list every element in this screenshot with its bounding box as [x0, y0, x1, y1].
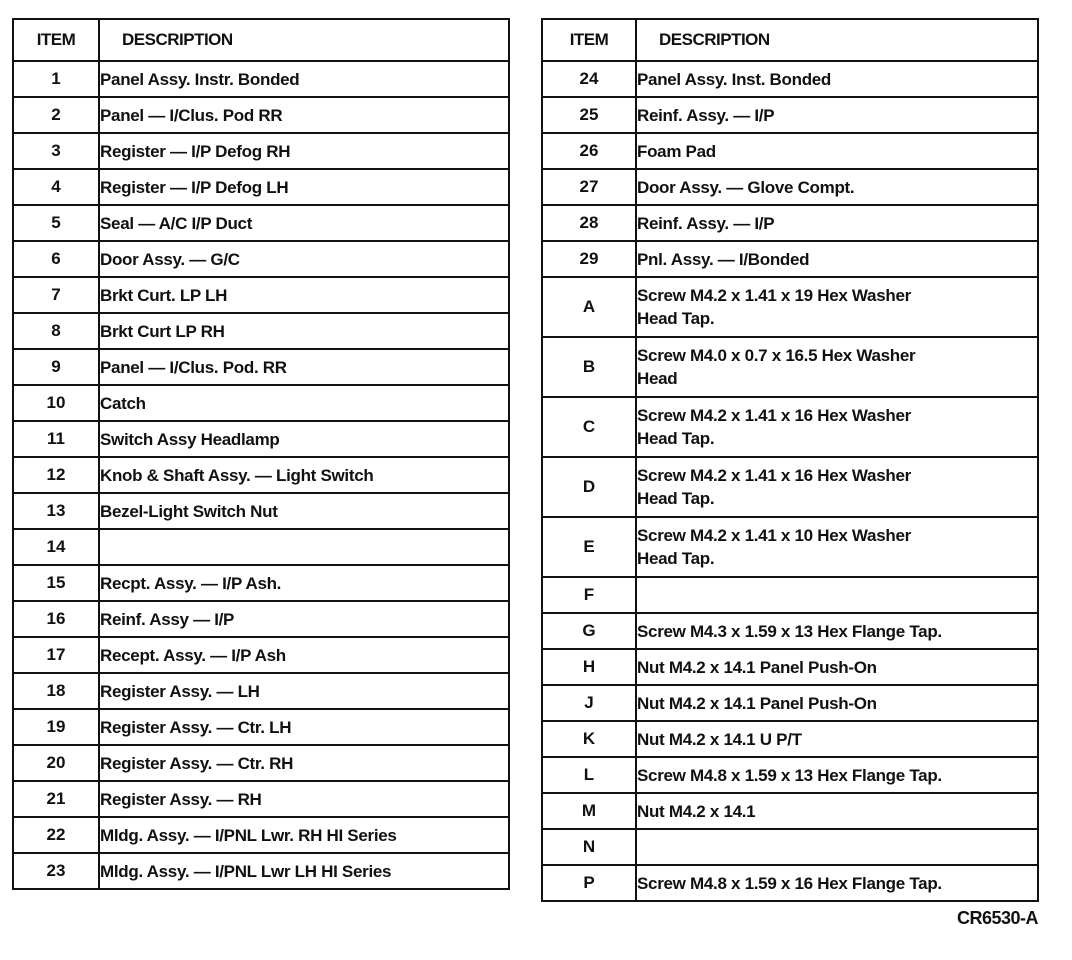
item-number: 2: [13, 97, 99, 133]
table-row: [13, 781, 509, 817]
item-description: [636, 277, 1038, 337]
table-row: [13, 61, 509, 97]
table-row: [542, 241, 1038, 277]
description-line-1: Nut M4.2 x 14.1: [637, 801, 756, 821]
item-number: H: [542, 649, 636, 685]
item-number: 13: [13, 493, 99, 529]
item-number: C: [542, 397, 636, 457]
description-line-1: Door Assy. — Glove Compt.: [637, 177, 855, 197]
item-description: [636, 577, 1038, 613]
item-number: G: [542, 613, 636, 649]
description-line-1: Screw M4.2 x 1.41 x 16 Hex Washer: [637, 406, 911, 425]
table-header-row: [542, 19, 1038, 61]
item-description: Register — I/P Defog RH: [99, 133, 509, 169]
table-row: [13, 601, 509, 637]
table-row: [13, 313, 509, 349]
description-line-1: Screw M4.0 x 0.7 x 16.5 Hex Washer: [637, 346, 916, 365]
description-line-1: Nut M4.2 x 14.1 Panel Push-On: [637, 693, 877, 713]
table-row: [13, 241, 509, 277]
description-line-1: Screw M4.3 x 1.59 x 13 Hex Flange Tap.: [637, 621, 942, 641]
item-description: Recept. Assy. — I/P Ash: [99, 637, 509, 673]
item-description: Panel Assy. Instr. Bonded: [99, 61, 509, 97]
description-line-1: Screw M4.8 x 1.59 x 16 Hex Flange Tap.: [637, 873, 942, 893]
item-number: 3: [13, 133, 99, 169]
description-line-1: Screw M4.2 x 1.41 x 16 Hex Washer: [637, 466, 911, 485]
item-number: 24: [542, 61, 636, 97]
table-row: [13, 97, 509, 133]
item-number: 6: [13, 241, 99, 277]
table-row: [542, 397, 1038, 457]
header-description: DESCRIPTION: [636, 19, 1038, 61]
item-description: [636, 97, 1038, 133]
table-row: [13, 421, 509, 457]
table-row: [542, 97, 1038, 133]
item-description: Register Assy. — Ctr. RH: [99, 745, 509, 781]
table-row: [542, 721, 1038, 757]
item-number: 8: [13, 313, 99, 349]
item-number: J: [542, 685, 636, 721]
item-description: [636, 517, 1038, 577]
item-number: 19: [13, 709, 99, 745]
description-line-1: Screw M4.2 x 1.41 x 10 Hex Washer: [637, 526, 911, 545]
item-number: 21: [13, 781, 99, 817]
table-row: [13, 169, 509, 205]
item-number: K: [542, 721, 636, 757]
item-number: 14: [13, 529, 99, 565]
item-number: 16: [13, 601, 99, 637]
item-number: A: [542, 277, 636, 337]
item-number: 26: [542, 133, 636, 169]
description-line-1: Nut M4.2 x 14.1 U P/T: [637, 729, 802, 749]
item-description: [636, 793, 1038, 829]
item-description: [636, 757, 1038, 793]
description-line-2: Head Tap.: [637, 429, 715, 448]
description-line-2: Head Tap.: [637, 489, 715, 508]
item-number: 7: [13, 277, 99, 313]
item-description: [636, 169, 1038, 205]
item-description: Panel — I/Clus. Pod RR: [99, 97, 509, 133]
table-row: [13, 817, 509, 853]
item-description: Bezel-Light Switch Nut: [99, 493, 509, 529]
item-number: 4: [13, 169, 99, 205]
item-description: [636, 613, 1038, 649]
table-row: [542, 205, 1038, 241]
item-description: Register Assy. — LH: [99, 673, 509, 709]
item-description: Register — I/P Defog LH: [99, 169, 509, 205]
table-row: [542, 517, 1038, 577]
item-number: 17: [13, 637, 99, 673]
description-line-1: Reinf. Assy. — I/P: [637, 105, 775, 125]
item-number: 18: [13, 673, 99, 709]
item-number: 22: [13, 817, 99, 853]
item-number: 10: [13, 385, 99, 421]
item-number: 27: [542, 169, 636, 205]
item-number: N: [542, 829, 636, 865]
item-description: [636, 133, 1038, 169]
item-description: Brkt Curt LP RH: [99, 313, 509, 349]
table-row: [542, 577, 1038, 613]
header-description: DESCRIPTION: [99, 19, 509, 61]
item-number: 12: [13, 457, 99, 493]
table-row: [542, 337, 1038, 397]
item-description: [636, 397, 1038, 457]
table-row: [542, 61, 1038, 97]
item-description: Mldg. Assy. — I/PNL Lwr. RH HI Series: [99, 817, 509, 853]
item-number: 11: [13, 421, 99, 457]
item-number: 25: [542, 97, 636, 133]
item-number: M: [542, 793, 636, 829]
item-description: Knob & Shaft Assy. — Light Switch: [99, 457, 509, 493]
item-description: [636, 337, 1038, 397]
table-row: [13, 745, 509, 781]
description-line-1: Screw M4.8 x 1.59 x 13 Hex Flange Tap.: [637, 765, 942, 785]
description-line-1: Panel Assy. Inst. Bonded: [637, 69, 832, 89]
item-description: [636, 865, 1038, 901]
item-description: [636, 829, 1038, 865]
description-line-1: Pnl. Assy. — I/Bonded: [637, 249, 810, 269]
table-row: [542, 865, 1038, 901]
item-description: Seal — A/C I/P Duct: [99, 205, 509, 241]
table-row: [13, 457, 509, 493]
description-line-2: Head Tap.: [637, 549, 715, 568]
table-row: [13, 349, 509, 385]
description-line-1: Foam Pad: [637, 141, 716, 161]
item-number: 28: [542, 205, 636, 241]
table-row: [13, 205, 509, 241]
item-description: Switch Assy Headlamp: [99, 421, 509, 457]
item-description: Brkt Curt. LP LH: [99, 277, 509, 313]
item-description: [636, 649, 1038, 685]
item-description: Recpt. Assy. — I/P Ash.: [99, 565, 509, 601]
item-description: [636, 457, 1038, 517]
item-description: Catch: [99, 385, 509, 421]
item-description: [636, 205, 1038, 241]
table-row: [13, 277, 509, 313]
description-line-2: Head Tap.: [637, 309, 715, 328]
table-row: [542, 133, 1038, 169]
item-description: [636, 685, 1038, 721]
table-row: [13, 133, 509, 169]
table-row: [542, 613, 1038, 649]
table-row: [542, 757, 1038, 793]
item-number: B: [542, 337, 636, 397]
table-row: [13, 385, 509, 421]
item-description: Door Assy. — G/C: [99, 241, 509, 277]
item-number: 5: [13, 205, 99, 241]
table-row: [542, 685, 1038, 721]
item-number: 15: [13, 565, 99, 601]
item-description: Panel — I/Clus. Pod. RR: [99, 349, 509, 385]
item-number: 1: [13, 61, 99, 97]
header-item: ITEM: [13, 19, 99, 61]
item-description: [636, 721, 1038, 757]
table-row: [542, 829, 1038, 865]
item-number: 29: [542, 241, 636, 277]
table-row: [542, 169, 1038, 205]
table-row: [13, 709, 509, 745]
parts-table-right: [541, 18, 1039, 902]
item-description: Reinf. Assy — I/P: [99, 601, 509, 637]
item-description: [636, 241, 1038, 277]
table-row: [542, 457, 1038, 517]
table-row: [13, 853, 509, 889]
item-number: 20: [13, 745, 99, 781]
item-description: Register Assy. — Ctr. LH: [99, 709, 509, 745]
table-row: [13, 673, 509, 709]
table-row: [542, 649, 1038, 685]
item-description: [636, 61, 1038, 97]
table-row: [13, 637, 509, 673]
description-line-1: Screw M4.2 x 1.41 x 19 Hex Washer: [637, 286, 911, 305]
table-row: [13, 529, 509, 565]
table-row: [542, 793, 1038, 829]
item-number: P: [542, 865, 636, 901]
description-line-1: Reinf. Assy. — I/P: [637, 213, 775, 233]
item-description: Mldg. Assy. — I/PNL Lwr LH HI Series: [99, 853, 509, 889]
parts-table-left: [12, 18, 510, 890]
description-line-2: Head: [637, 369, 678, 388]
item-number: 9: [13, 349, 99, 385]
description-line-1: Nut M4.2 x 14.1 Panel Push-On: [637, 657, 877, 677]
item-number: E: [542, 517, 636, 577]
item-description: [99, 529, 509, 565]
table-header-row: [13, 19, 509, 61]
header-item: ITEM: [542, 19, 636, 61]
table-row: [13, 565, 509, 601]
item-number: 23: [13, 853, 99, 889]
table-row: [13, 493, 509, 529]
item-description: Register Assy. — RH: [99, 781, 509, 817]
table-row: [542, 277, 1038, 337]
figure-code: CR6530-A: [956, 908, 1038, 928]
item-number: D: [542, 457, 636, 517]
item-number: F: [542, 577, 636, 613]
item-number: L: [542, 757, 636, 793]
